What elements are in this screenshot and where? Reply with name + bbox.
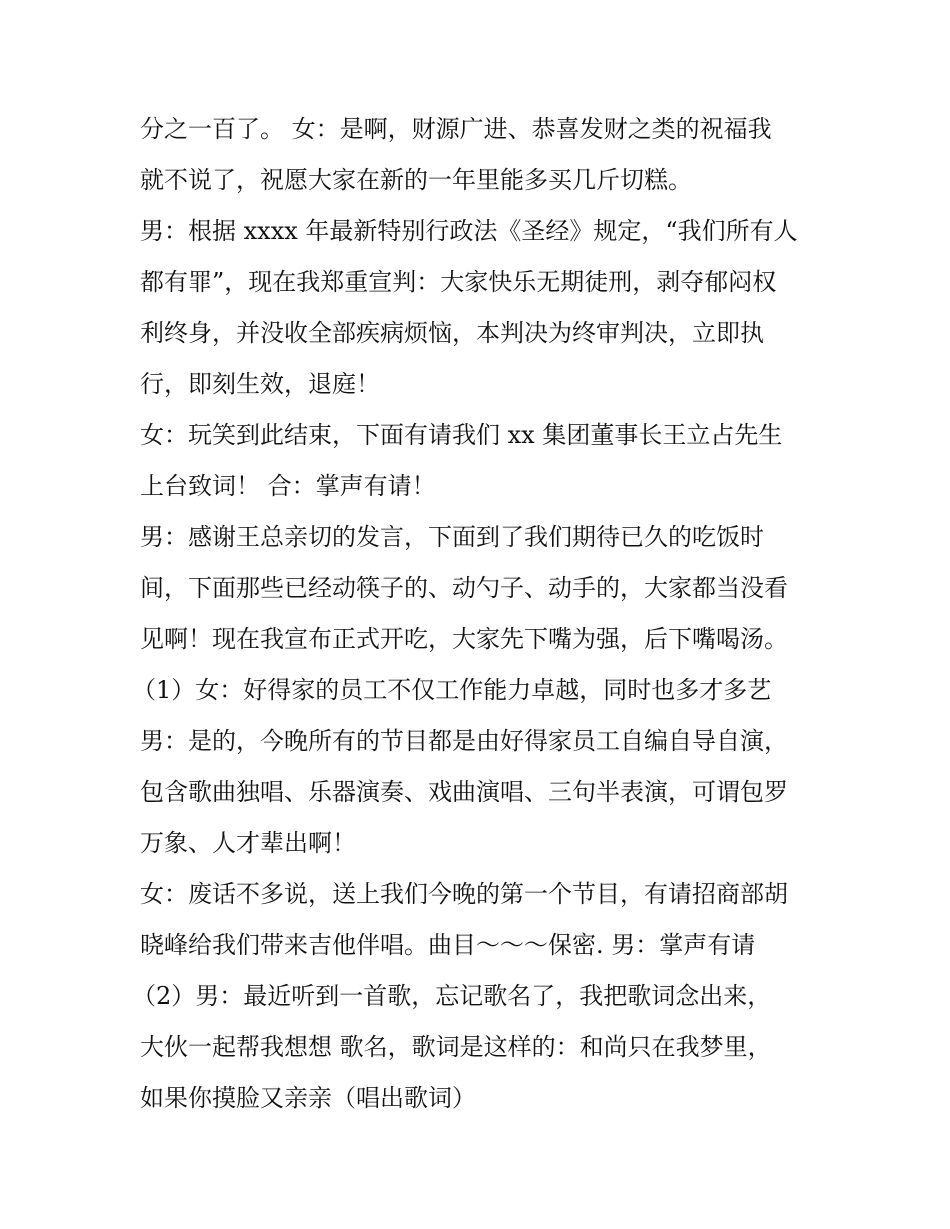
text-line: 男：根据 xxxx 年最新特别行政法《圣经》规定，“我们所有人 [140, 217, 798, 245]
text-line: 间，下面那些已经动筷子的、动勺子、动手的，大家都当没看 [140, 574, 788, 602]
text-line: 上台致词！ 合：掌声有请！ [140, 472, 436, 500]
text-line: 行，即刻生效，退庭！ [140, 370, 380, 398]
text-line: 男：是的，今晚所有的节目都是由好得家员工自编自导自演， [140, 727, 788, 755]
text-line: 包含歌曲独唱、乐器演奏、戏曲演唱、三句半表演，可谓包罗 [140, 778, 788, 806]
text-line: 女：玩笑到此结束，下面有请我们 xx 集团董事长王立占先生 [140, 421, 783, 449]
text-line: 见啊！现在我宣布正式开吃，大家先下嘴为强，后下嘴喝汤。 [140, 625, 788, 653]
text-line: 分之一百了。 女：是啊，财源广进、恭喜发财之类的祝福我 [140, 115, 772, 143]
text-line: 利终身，并没收全部疾病烦恼，本判决为终审判决，立即执 [140, 319, 764, 347]
text-line: 如果你摸脸又亲亲（唱出歌词） [140, 1084, 476, 1112]
text-line: 女：废话不多说，送上我们今晚的第一个节目，有请招商部胡 [140, 880, 788, 908]
text-line: （1）女：好得家的员工不仅工作能力卓越，同时也多才多艺 [132, 676, 772, 704]
text-line: （2）男：最近听到一首歌，忘记歌名了，我把歌词念出来， [132, 982, 772, 1010]
text-line: 晓峰给我们带来吉他伴唱。曲目～～～保密. 男：掌声有请 [140, 931, 756, 959]
text-line: 大伙一起帮我想想 歌名，歌词是这样的：和尚只在我梦里， [140, 1033, 772, 1061]
text-line: 男：感谢王总亲切的发言，下面到了我们期待已久的吃饭时 [140, 523, 764, 551]
script-text-block [132, 104, 820, 1124]
text-line: 就不说了，祝愿大家在新的一年里能多买几斤切糕。 [140, 166, 692, 194]
text-line: 都有罪”，现在我郑重宣判：大家快乐无期徒刑，剥夺郁闷权 [140, 268, 777, 296]
text-line: 万象、人才辈出啊！ [140, 829, 356, 857]
